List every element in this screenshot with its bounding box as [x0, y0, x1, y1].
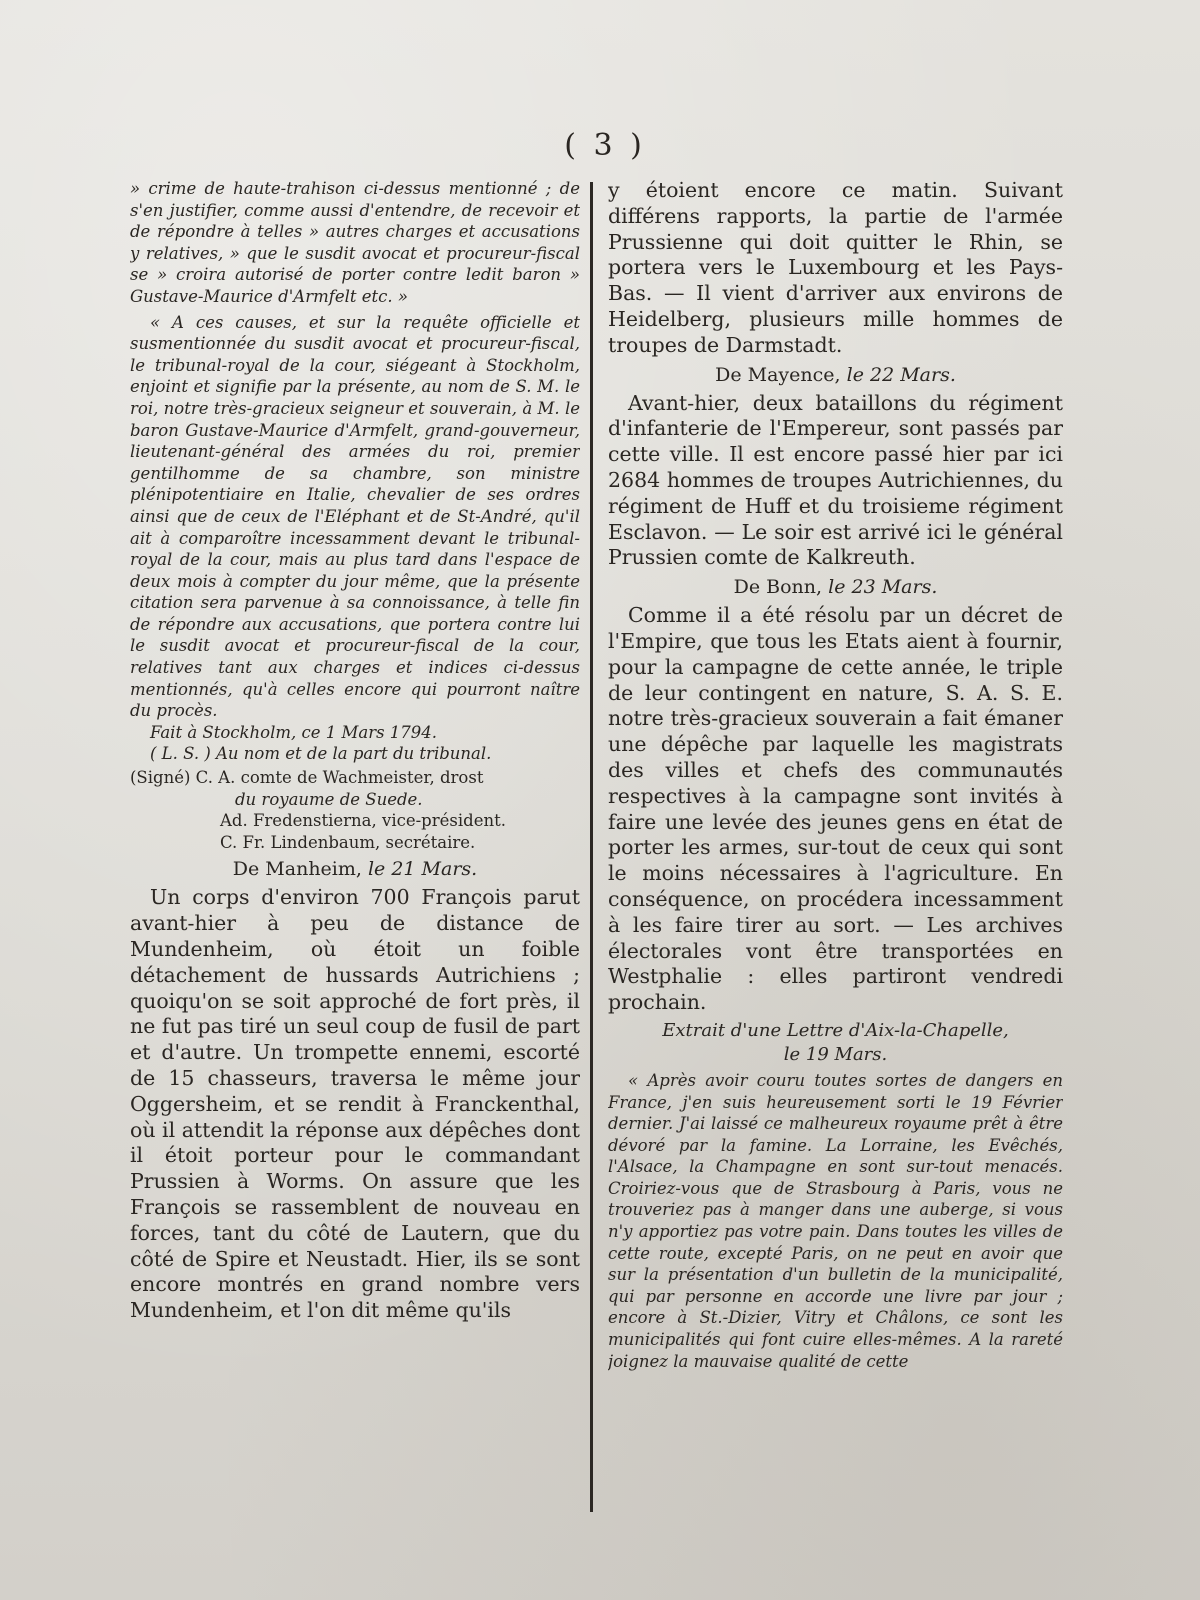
signature-line-1: (Signé) C. A. comte de Wachmeister, drost: [130, 768, 484, 788]
column-divider: [590, 182, 593, 1512]
left-column: [130, 178, 580, 1493]
dateline-place: De Manheim,: [232, 858, 362, 881]
dateline-date: le 21 Mars.: [367, 858, 478, 881]
dateline-bonn: [608, 574, 1063, 600]
dateline-date: le 22 Mars.: [846, 363, 956, 386]
right-column: [608, 178, 1063, 1493]
letter-text: « Après avoir couru toutes sortes de dangers en France, j'en suis heureusement sorti le 19 Février dernier. J'ai laissé ce malheureux royaume prêt à être dévoré par la famine. La Lorraine, les Evêchés, l'Alsace, la Champagne en sont sur-tout menacés. Croiriez-vous que de Strasbourg à Paris, vous ne trouveriez pas à manger dans une auberge, si vous n'y apportiez pas votre pain. Dans toutes les villes de cette route, excepté Paris, on ne peut en avoir que sur la présentation d'un bulletin de la municipalité, qui par personne en accorde une livre par jour ; encore à St.-Dizier, Vitry et Châlons, ce sont les municipalités qui font cuire elles-mêmes. A la rareté joignez la mauvaise qualité de cette: [608, 1070, 1063, 1371]
dateline-place: De Bonn,: [733, 576, 823, 599]
citation-paragraph: « A ces causes, et sur la requête officielle et susmentionnée du susdit avocat et procureur-fiscal, le tribunal-royal de la cour, siégeant à Stockholm, enjoint et signifie par la présente, au nom de S. M. le roi, notre très-gracieux seigneur et souverain, à M. le baron Gustave-Maurice d'Armfelt, grand-gouverneur, lieutenant-général des armées du roi, premier gentilhomme de sa chambre, son ministre plénipotentiaire en Italie, chevalier de ses ordres ainsi que de ceux de l'Eléphant et de St-André, qu'il ait à comparoître incessamment devant le tribunal-royal de la cour, mais au plus tard dans l'espace de deux mois à compter du jour même, que la présente citation sera parvenue à sa connoissance, à telle fin de répondre aux accusations, que portera contre lui le susdit avocat et procureur-fiscal de la cour, relatives tant aux charges et indices ci-dessus mentionnés, qu'à celles encore qui pourront naître du procès.: [130, 312, 580, 721]
dateline-date: le 23 Mars.: [828, 576, 938, 599]
dateline-manheim: [130, 856, 580, 882]
signature-line-3: Ad. Fredenstierna, vice-président.: [220, 811, 506, 831]
signature-line-4: C. Fr. Lindenbaum, secrétaire.: [220, 832, 476, 852]
quote-ending-paragraph: » crime de haute-trahison ci-dessus mentionné ; de s'en justifier, comme aussi d'entendre, de recevoir et de répondre à telles » autres charges et accusations y relatives, » que le susdit avocat et procureur-fiscal se » croira autorisé de porter contre ledit baron » Gustave-Maurice d'Armfelt etc. »: [130, 179, 580, 306]
bonn-article: Comme il a été résolu par un décret de l'Empire, que tous les Etats aient à fournir, pour la campagne de cette année, le triple de leur contingent en nature, S. A. S. E. notre très-gracieux souverain a fait émaner une dépêche par laquelle les magistrats des villes et chefs des communautés respectives à la campagne sont invités à faire une levée des jeunes gens en état de porter les armes, sur-tout de ceux qui sont le moins nécessaires à l'agriculture. En conséquence, on procédera incessamment à les faire tirer au sort. — Les archives électorales vont être transportées en Westphalie : elles partiront vendredi prochain.: [608, 603, 1063, 1015]
page-number: ( 3 ): [564, 128, 646, 163]
dateline-place: De Mayence,: [715, 363, 841, 386]
seal-line: ( L. S. ) Au nom et de la part du tribunal.: [150, 744, 492, 764]
letter-heading-date: le 19 Mars.: [783, 1043, 888, 1065]
continuation-paragraph: y étoient encore ce matin. Suivant différens rapports, la partie de l'armée Prussienne qui doit quitter le Rhin, se portera vers le Luxembourg et les Pays-Bas. — Il vient d'arriver aux environs de Heidelberg, plusieurs mille hommes de troupes de Darmstadt.: [608, 178, 1063, 357]
letter-heading: [608, 1019, 1063, 1067]
signature-block: [130, 767, 580, 853]
letter-heading-title: Extrait d'une Lettre d'Aix-la-Chapelle,: [662, 1019, 1009, 1041]
fait-line: Fait à Stockholm, ce 1 Mars 1794.: [150, 722, 438, 742]
mayence-article: Avant-hier, deux bataillons du régiment d'infanterie de l'Empereur, sont passés par cette ville. Il est encore passé hier par ici 2684 hommes de troupes Autrichiennes, du régiment de Huff et du troisieme régiment Esclavon. — Le soir est arrivé ici le général Prussien comte de Kalkreuth.: [608, 390, 1063, 570]
manheim-article: Un corps d'environ 700 François parut avant-hier à peu de distance de Mundenheim, où étoit un foible détachement de hussards Autrichiens ; quoiqu'on se soit approché de fort près, il ne fut pas tiré un seul coup de fusil de part et d'autre. Un trompette ennemi, escorté de 15 chasseurs, traversa le même jour Oggersheim, et se rendit à Franckenthal, où il attendit la réponse aux dépêches dont il étoit porteur pour le commandant Prussien à Worms. On assure que les François se rassemblent de nouveau en forces, tant du côté de Lautern, que du côté de Spire et Neustadt. Hier, ils se sont encore montrés en grand nombre vers Mundenheim, et l'on dit même qu'ils: [130, 885, 580, 1323]
signature-line-2: du royaume de Suede.: [235, 789, 423, 809]
dateline-mayence: [608, 362, 1063, 388]
